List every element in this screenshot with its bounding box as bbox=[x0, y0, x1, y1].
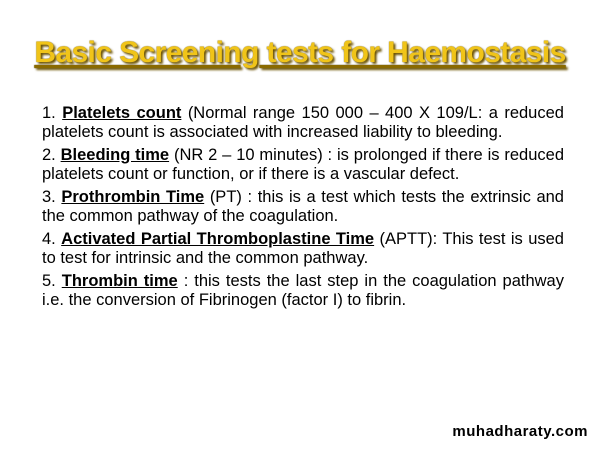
item-term: Bleeding time bbox=[60, 146, 170, 164]
watermark-footer: muhadharaty.com bbox=[452, 423, 588, 440]
test-list bbox=[42, 104, 564, 314]
item-description: (Normal range 150 000 – 400 X 109/L: a reduced platelets count is associated with increased liability to bleeding. bbox=[42, 104, 564, 141]
list-item-bleeding-time bbox=[42, 146, 564, 184]
list-item-thrombin-time bbox=[42, 272, 564, 310]
list-item-prothrombin-time bbox=[42, 188, 564, 226]
list-item-aptt bbox=[42, 230, 564, 268]
item-term: Activated Partial Thromboplastine Time bbox=[61, 230, 375, 248]
item-term: Platelets count bbox=[62, 104, 182, 122]
item-description: (NR 2 – 10 minutes) : is prolonged if there is reduced platelets count or function, or if there is a vascular defect. bbox=[42, 146, 564, 183]
item-number: 4. bbox=[42, 230, 62, 248]
item-description: (PT) : this is a test which tests the extrinsic and the common pathway of the coagulation. bbox=[42, 188, 564, 225]
item-number: 5. bbox=[42, 272, 62, 290]
item-term: Prothrombin Time bbox=[61, 188, 205, 206]
item-term: Thrombin time bbox=[61, 272, 178, 290]
item-number: 1. bbox=[42, 104, 63, 122]
item-description: (APTT): This test is used to test for intrinsic and the common pathway. bbox=[42, 230, 564, 267]
slide-title: Basic Screening tests for Haemostasis bbox=[34, 36, 566, 69]
item-description: : this tests the last step in the coagulation pathway i.e. the conversion of Fibrinogen (factor I) to fibrin. bbox=[42, 272, 564, 309]
item-number: 3. bbox=[42, 188, 62, 206]
list-item-platelets-count bbox=[42, 104, 564, 142]
item-number: 2. bbox=[42, 146, 61, 164]
